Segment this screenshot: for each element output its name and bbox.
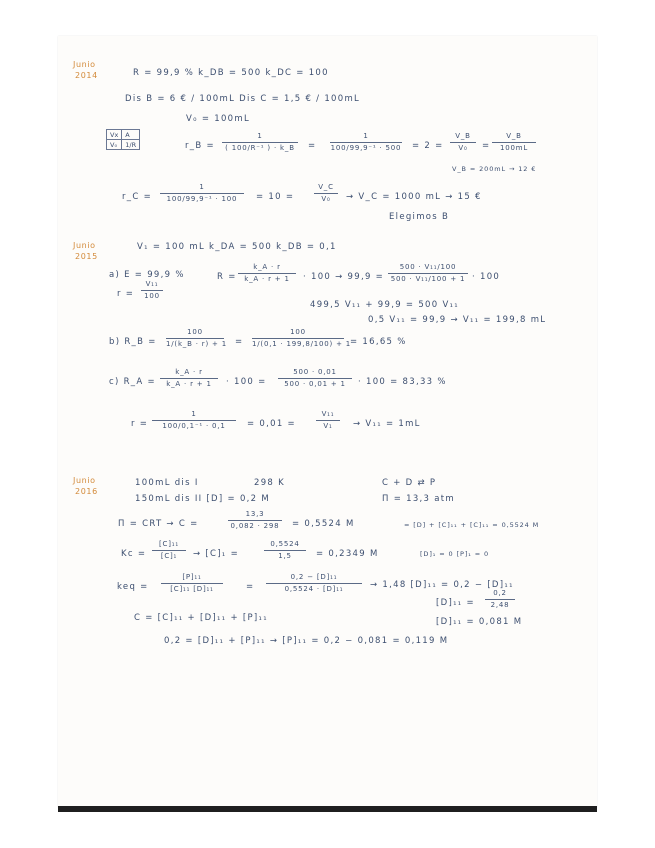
s2-a-line-3: 499,5 V₁₁ + 99,9 = 500 V₁₁ [310, 300, 459, 310]
s1-frac-1 [222, 132, 298, 153]
s3-n-result: = 0,5524 M [292, 519, 355, 529]
frac-den: [C]₁₁ [D]₁₁ [170, 585, 214, 593]
s2-a-line-4: 0,5 V₁₁ = 99,9 → V₁₁ = 199,8 mL [368, 315, 547, 325]
frac-den: 500 · 0,01 + 1 [284, 380, 346, 388]
frac-num: V₁₁ [145, 280, 159, 288]
frac-num: k_A · r [175, 368, 203, 376]
s3-kc-mid: → [C]₁ = [193, 549, 240, 559]
s3-frac-3 [264, 540, 306, 561]
frac-den: 1/(0,1 · 199,8/100) + 1 [252, 340, 352, 348]
section-tag-2016: Junio [73, 476, 96, 485]
s1-vb-line: V_B = 200mL → 12 € [452, 165, 537, 173]
s2-frac-7 [278, 368, 352, 389]
s2-b-result: = 16,65 % [350, 337, 407, 347]
s1-frac-3 [450, 132, 476, 153]
frac-den: 1,5 [278, 552, 292, 560]
s2-frac-2 [388, 263, 468, 284]
frac-den: [C]₁ [160, 552, 178, 560]
frac-num: 100 [290, 328, 306, 336]
s3-frac-1 [228, 510, 282, 531]
s2-a-r: R = [217, 272, 237, 282]
s2-c-result: · 100 = 83,33 % [358, 377, 447, 387]
s3-line-1a: 100mL dis I [135, 478, 199, 488]
frac-num: 0,2 [493, 589, 507, 597]
s1-frac-4 [492, 132, 536, 153]
s3-kc-result: = 0,2349 M [316, 549, 379, 559]
frac-den: V₀ [321, 195, 331, 203]
s1-line-1: R = 99,9 % k_DB = 500 k_DC = 100 [133, 68, 329, 78]
s1-rc-result: = 10 = [256, 192, 295, 202]
frac-den: V₀ [458, 144, 468, 152]
s3-line-2a: 150mL dis II [D] = 0,2 M [135, 494, 271, 504]
s2-frac-9 [316, 410, 340, 431]
frac-num: 1 [199, 183, 205, 191]
frac-num: 1 [363, 132, 369, 140]
table-cell: 1/R [122, 140, 140, 150]
frac-num: 0,2 − [D]₁₁ [290, 573, 338, 581]
frac-num: k_A · r [253, 263, 281, 271]
frac-den: 100 [144, 292, 160, 300]
frac-num: 13,3 [245, 510, 265, 518]
s3-keq-eq: = [246, 582, 255, 592]
frac-den: 1/(k_B · r) + 1 [166, 340, 227, 348]
s2-r2-label: r = [131, 419, 149, 429]
s3-keq-tail: → 1,48 [D]₁₁ = 0,2 − [D]₁₁ [370, 580, 514, 590]
s1-eq-2: = [482, 141, 491, 151]
s3-frac-5 [266, 573, 362, 594]
frac-num: [P]₁₁ [182, 573, 202, 581]
s2-r-label: r = [117, 289, 135, 299]
s2-c-mid: · 100 = [226, 377, 267, 387]
s2-frac-3 [141, 280, 163, 301]
frac-num: 500 · 0,01 [293, 368, 337, 376]
s3-frac-2 [152, 540, 186, 561]
s2-frac-8 [152, 410, 236, 431]
section-tag-2014-year: 2014 [75, 71, 98, 80]
section-tag-2015-year: 2015 [75, 252, 98, 261]
s2-r2-tail: → V₁₁ = 1mL [353, 419, 421, 429]
s2-frac-1 [238, 263, 296, 284]
s2-b-eq: = [235, 337, 244, 347]
s2-frac-6 [160, 368, 218, 389]
frac-den: 500 · V₁₁/100 + 1 [390, 275, 466, 283]
s2-head: V₁ = 100 mL k_DA = 500 k_DB = 0,1 [137, 242, 337, 252]
s3-line-1b: 298 K [254, 478, 285, 488]
section-tag-2015: Junio [73, 241, 96, 250]
s3-kc-label: Kc = [121, 549, 147, 559]
s2-c-label: c) R_A = [109, 377, 156, 387]
section-tag-2014: Junio [73, 60, 96, 69]
s3-reaction: C + D ⇄ P [382, 478, 437, 488]
section-tag-2016-year: 2016 [75, 487, 98, 496]
frac-den: 0,5524 · [D]₁₁ [284, 585, 344, 593]
s2-a-label: a) E = 99,9 % [109, 270, 185, 280]
s3-kc-tail: [D]₁ = 0 [P]₁ = 0 [420, 550, 490, 558]
frac-den: 100/0,1⁻¹ · 0,1 [162, 422, 226, 430]
s3-n-tail: = [D] + [C]₁₁ + [C]₁₁ = 0,5524 M [404, 521, 540, 529]
s1-rc-label: r_C = [122, 192, 153, 202]
frac-den: 0,082 · 298 [230, 522, 280, 530]
s2-frac-5 [252, 328, 352, 349]
s3-last-line: 0,2 = [D]₁₁ + [P]₁₁ → [P]₁₁ = 0,2 − 0,081 = 0,119 M [164, 636, 449, 646]
s1-rb-result: = 2 = [412, 141, 444, 151]
frac-den: ( 100/R⁻¹ ) · k_B [225, 144, 295, 152]
frac-num: 1 [257, 132, 263, 140]
frac-den: 100/99,9⁻¹ · 100 [166, 195, 238, 203]
frac-num: V_B [455, 132, 471, 140]
s1-line-2: Dis B = 6 € / 100mL Dis C = 1,5 € / 100mL [125, 94, 361, 104]
s2-a-mid: · 100 → 99,9 = [303, 272, 385, 282]
s3-d-label: [D]₁₁ = [436, 598, 475, 608]
s1-rc-tail: → V_C = 1000 mL → 15 € [346, 192, 482, 202]
frac-den: k_A · r + 1 [166, 380, 212, 388]
s2-frac-4 [166, 328, 227, 349]
frac-num: 100 [187, 328, 203, 336]
s3-keq-label: keq = [117, 582, 149, 592]
frac-num: 1 [191, 410, 197, 418]
frac-num: [C]₁₁ [159, 540, 179, 548]
frac-den: 100/99,9⁻¹ · 500 [330, 144, 402, 152]
s1-frac-2 [330, 132, 402, 153]
s3-d-result: [D]₁₁ = 0,081 M [436, 617, 523, 627]
s2-b-label: b) R_B = [109, 337, 157, 347]
table-cell: Vx [107, 130, 122, 140]
s3-n-eq: Π = CRT → C = [118, 519, 199, 529]
frac-den: k_A · r + 1 [244, 275, 290, 283]
s1-rb-label: r_B = [185, 141, 215, 151]
s3-frac-4 [161, 573, 223, 594]
frac-num: V_B [506, 132, 522, 140]
s2-a-end: · 100 [472, 272, 501, 282]
frac-num: 500 · V₁₁/100 [399, 263, 457, 271]
s1-frac-5 [160, 183, 244, 204]
s1-volume-table [106, 129, 140, 150]
frac-num: 0,5524 [270, 540, 300, 548]
frac-den: V₁ [323, 422, 333, 430]
frac-den: 2,48 [490, 601, 510, 609]
frac-num: V_C [318, 183, 334, 191]
frac-den: 100mL [499, 144, 529, 152]
s3-c-line: C = [C]₁₁ + [D]₁₁ + [P]₁₁ [134, 613, 268, 623]
s3-frac-6 [485, 589, 515, 610]
s1-eq: = [308, 141, 317, 151]
s1-choice: Elegimos B [389, 212, 450, 222]
s1-line-3: V₀ = 100mL [186, 114, 250, 124]
s1-frac-6 [314, 183, 338, 204]
frac-num: V₁₁ [321, 410, 335, 418]
s3-line-2c: Π = 13,3 atm [382, 494, 455, 504]
table-cell: A [122, 130, 140, 140]
page-bottom-edge [58, 806, 597, 812]
s2-r2-mid: = 0,01 = [247, 419, 296, 429]
table-cell: V₀ [107, 140, 122, 150]
